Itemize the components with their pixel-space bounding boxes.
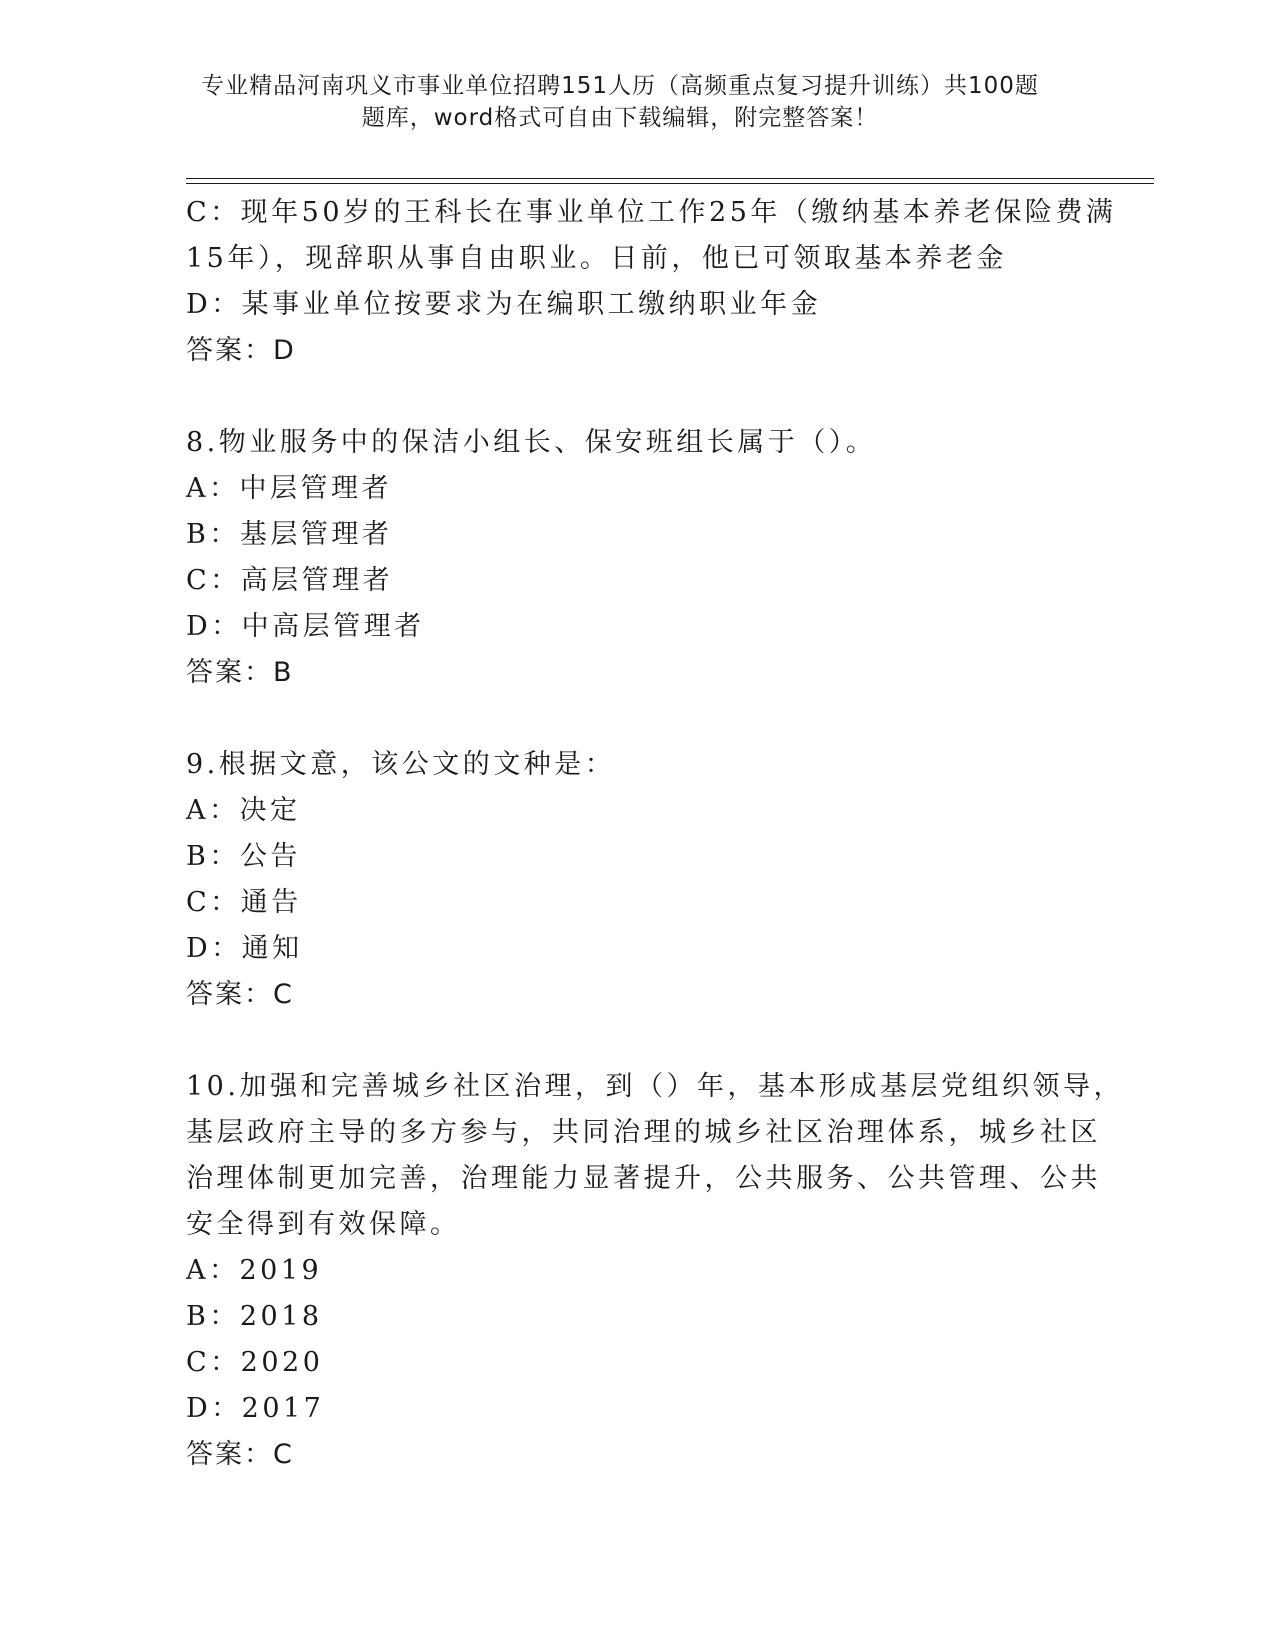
option-c: C：2020 (186, 1347, 324, 1378)
option-c: C：高层管理者 (186, 565, 394, 596)
document-title (180, 70, 1060, 134)
question-8 (186, 420, 1086, 696)
option-c-continued: 15年），现辞职从事自由职业。日前，他已可领取基本养老金 (186, 243, 1007, 274)
option-c: C：通告 (186, 887, 302, 918)
answer: 答案：C (186, 979, 294, 1010)
option-d: D：中高层管理者 (186, 611, 425, 642)
option-b: B：公告 (186, 841, 301, 872)
question-stem-continued: 基层政府主导的多方参与，共同治理的城乡社区治理体系，城乡社区 (186, 1117, 1101, 1148)
option-a: A：中层管理者 (186, 473, 392, 504)
option-a: A：决定 (186, 795, 301, 826)
answer: 答案：D (186, 335, 296, 366)
option-c: C：现年50岁的王科长在事业单位工作25年（缴纳基本养老保险费满 (186, 197, 1117, 228)
spacer (186, 696, 1086, 742)
option-d: D：通知 (186, 933, 303, 964)
question-stem-continued: 安全得到有效保障。 (186, 1209, 461, 1240)
option-d: D：某事业单位按要求为在编职工缴纳职业年金 (186, 289, 822, 320)
question-10 (186, 1064, 1124, 1478)
answer: 答案：B (186, 657, 294, 688)
question-7-continued (186, 190, 1117, 374)
option-b: B：基层管理者 (186, 519, 393, 550)
question-9 (186, 742, 1086, 1018)
question-stem-continued: 治理体制更加完善，治理能力显著提升，公共服务、公共管理、公共 (186, 1163, 1101, 1194)
option-a: A：2019 (186, 1255, 323, 1286)
header-divider-top (186, 178, 1154, 179)
option-b: B：2018 (186, 1301, 323, 1332)
question-stem: 10.加强和完善城乡社区治理，到（）年，基本形成基层党组织领导， (186, 1071, 1124, 1102)
title-line-2: 题库，word格式可自由下载编辑，附完整答案！ (361, 105, 879, 131)
document-body (186, 190, 1124, 1478)
option-d: D：2017 (186, 1393, 325, 1424)
question-stem: 8.物业服务中的保洁小组长、保安班组长属于（）。 (186, 427, 877, 458)
spacer (186, 374, 1086, 420)
answer: 答案：C (186, 1439, 294, 1470)
title-line-1: 专业精品河南巩义市事业单位招聘151人历（高频重点复习提升训练）共100题 (201, 73, 1039, 99)
question-stem: 9.根据文意，该公文的文种是： (186, 749, 616, 780)
header-divider-bottom (186, 183, 1154, 184)
spacer (186, 1018, 1086, 1064)
